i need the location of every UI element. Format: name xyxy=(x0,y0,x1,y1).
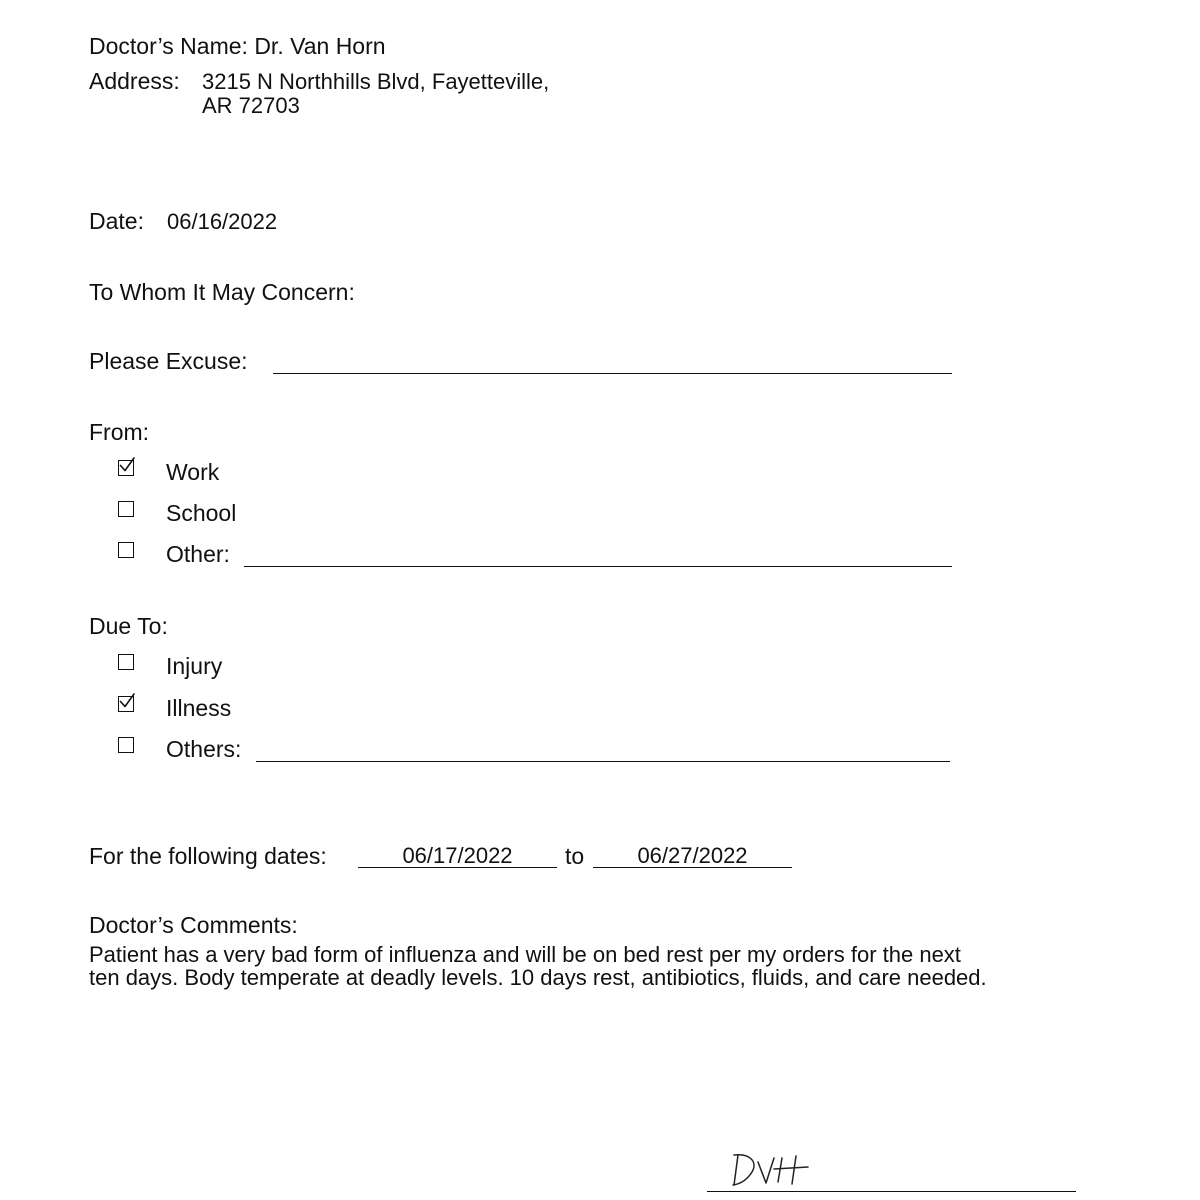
dates-label: For the following dates: xyxy=(89,843,327,869)
due-others-field[interactable] xyxy=(256,761,950,762)
from-label: From: xyxy=(89,419,150,445)
due-injury-label: Injury xyxy=(166,653,223,679)
address-line-2: AR 72703 xyxy=(202,93,300,118)
signature-initials xyxy=(728,1150,818,1190)
dates-separator: to xyxy=(565,843,585,869)
checkmark-icon xyxy=(117,455,137,475)
salutation: To Whom It May Concern: xyxy=(89,279,355,305)
from-work-checkbox[interactable] xyxy=(118,460,134,476)
due-illness-checkbox[interactable] xyxy=(118,696,134,712)
please-excuse-label: Please Excuse: xyxy=(89,348,248,374)
comments-line-1: Patient has a very bad form of influenza and will be on bed rest per my orders for the next xyxy=(89,942,961,967)
address-label: Address: xyxy=(89,68,180,94)
date-value: 06/16/2022 xyxy=(167,209,278,234)
due-to-label: Due To: xyxy=(89,613,168,639)
from-work-label: Work xyxy=(166,459,220,485)
due-others-checkbox[interactable] xyxy=(118,737,134,753)
due-injury-checkbox[interactable] xyxy=(118,654,134,670)
checkmark-icon xyxy=(117,691,137,711)
comments-line-2: ten days. Body temperate at deadly levels. 10 days rest, antibiotics, fluids, and care needed. xyxy=(89,965,987,990)
from-other-field[interactable] xyxy=(244,566,952,567)
comments-label: Doctor’s Comments: xyxy=(89,912,298,938)
signature-line[interactable] xyxy=(707,1191,1076,1192)
date-label: Date: xyxy=(89,208,144,234)
due-others-label: Others: xyxy=(166,736,242,762)
please-excuse-field[interactable] xyxy=(273,373,952,374)
start-date-value: 06/17/2022 xyxy=(402,843,513,868)
doctor-name: Doctor’s Name: Dr. Van Horn xyxy=(89,33,386,59)
from-other-checkbox[interactable] xyxy=(118,542,134,558)
address-line-1: 3215 N Northhills Blvd, Fayetteville, xyxy=(202,69,550,94)
from-school-label: School xyxy=(166,500,237,526)
due-illness-label: Illness xyxy=(166,695,232,721)
from-other-label: Other: xyxy=(166,541,230,567)
end-date-value: 06/27/2022 xyxy=(637,843,748,868)
from-school-checkbox[interactable] xyxy=(118,501,134,517)
